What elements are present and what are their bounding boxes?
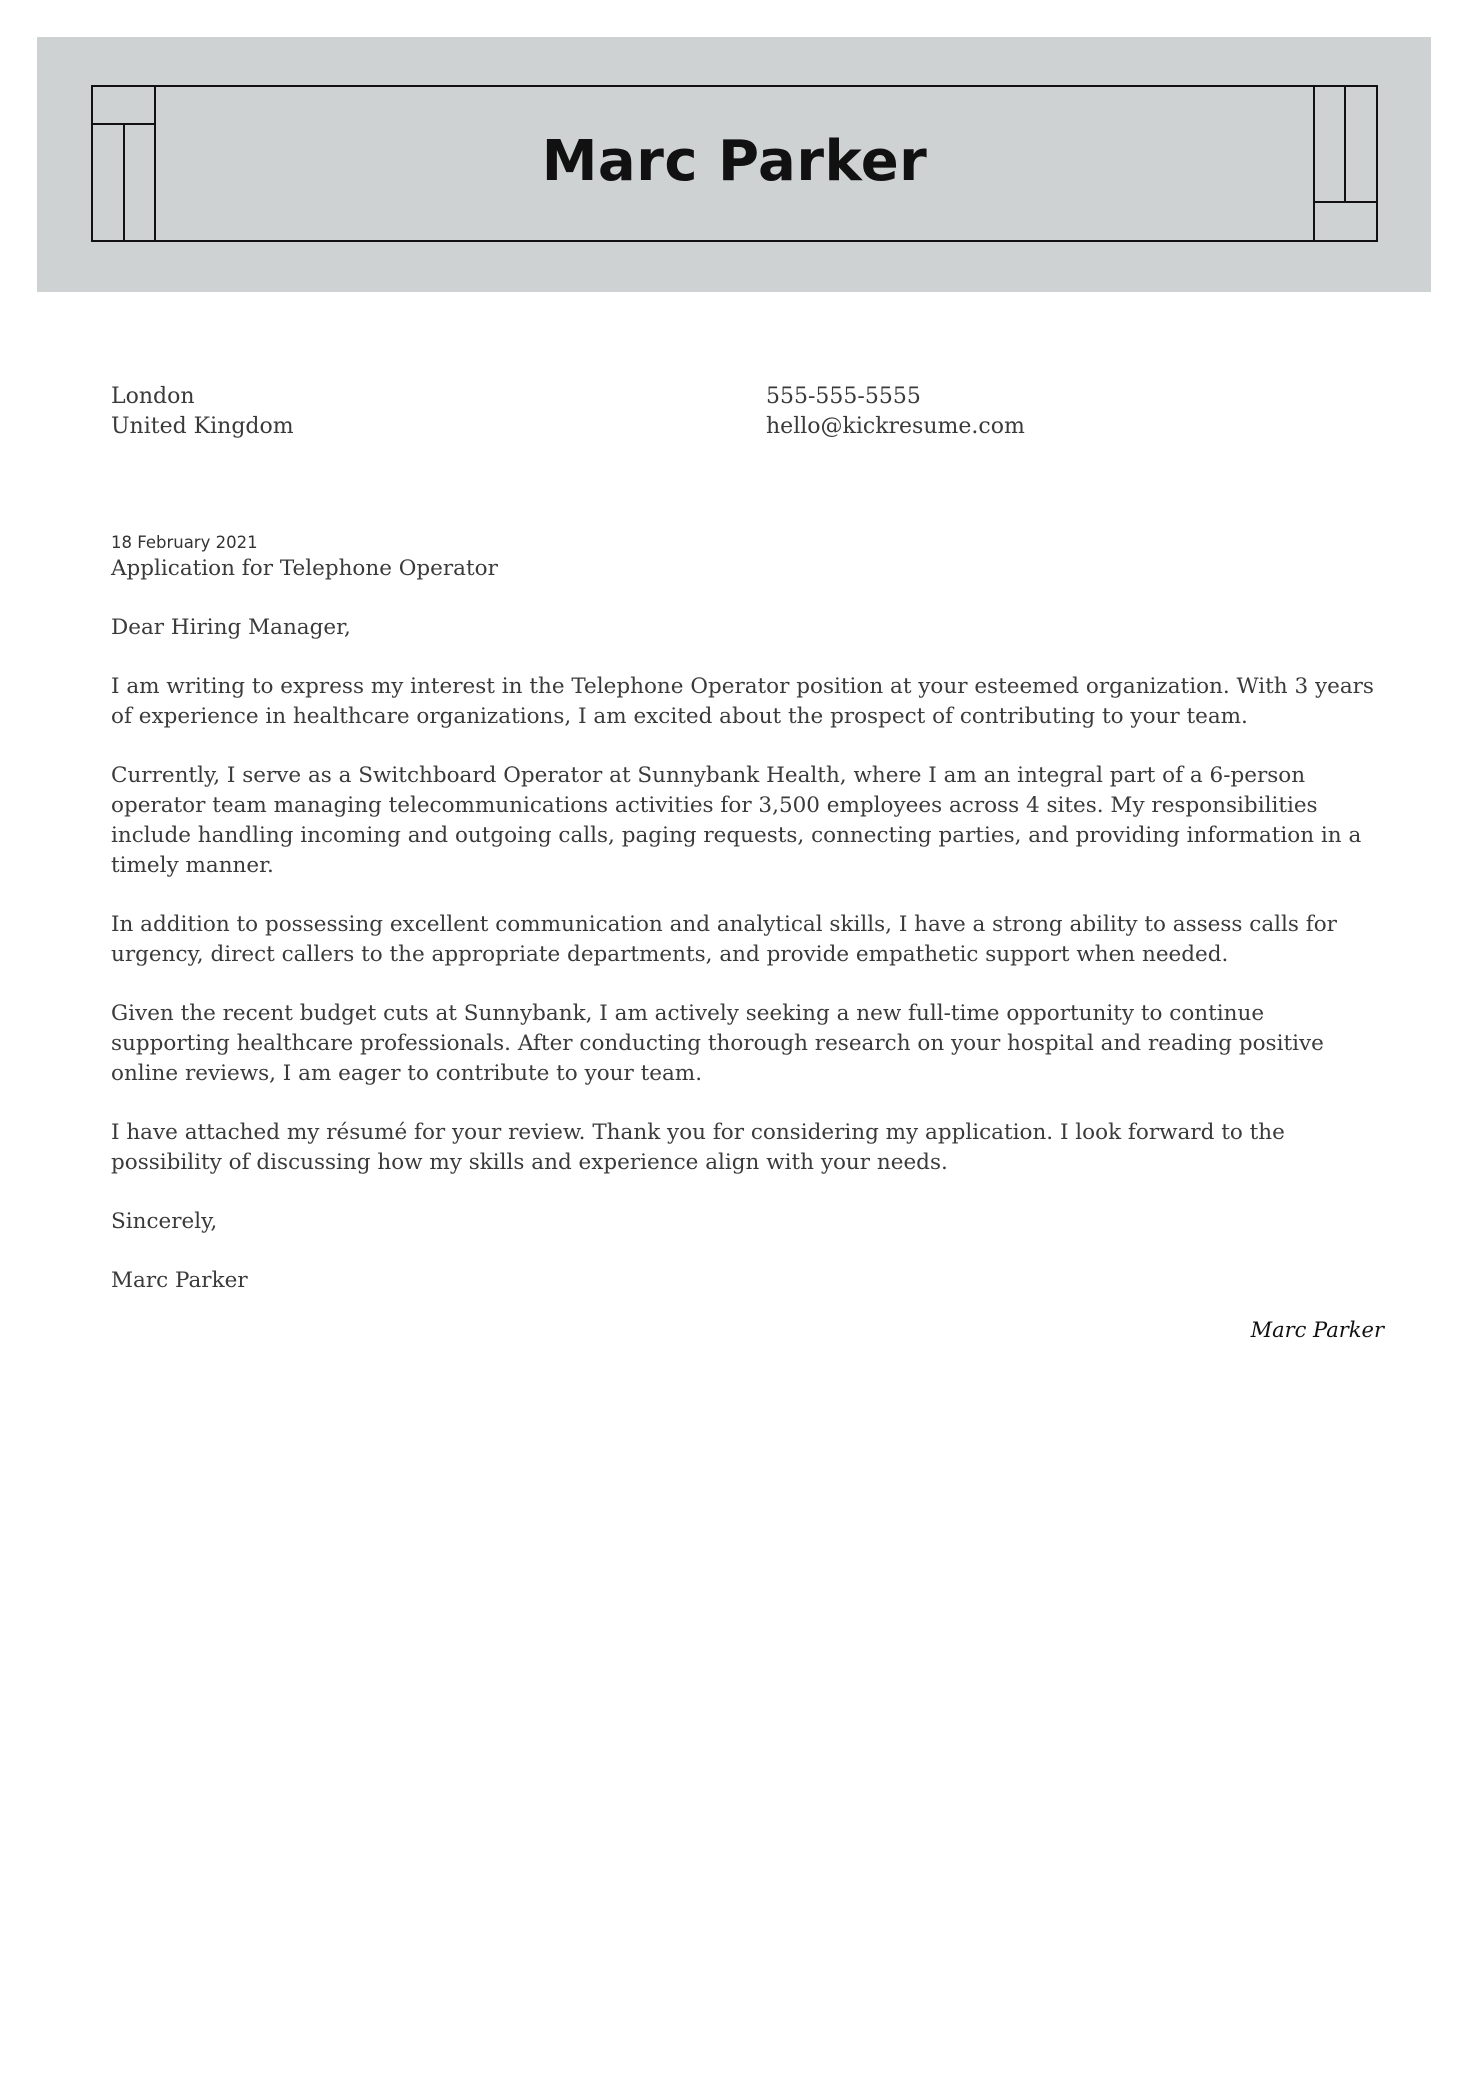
letter-paragraph: In addition to possessing excellent communication and analytical skills, I have a strong ability to assess calls for urgency, direct callers to the appropriate departments, and provide empathetic support when needed. [111,912,1337,967]
letter-subject: Application for Telephone Operator [111,556,498,581]
frame-ornament-line [93,123,155,125]
letter-date: 18 February 2021 [111,533,258,552]
contact-details [766,382,1025,442]
frame-ornament-line [1313,201,1376,203]
page-title: Marc Parker [541,129,928,194]
header-band [37,37,1431,292]
contact-address [111,382,294,442]
letter-salutation: Dear Hiring Manager, [111,615,351,640]
letter-paragraph: I have attached my résumé for your review. Thank you for considering my application. I look forward to the possibility of discussing how my skills and experience align with your needs. [111,1120,1285,1175]
letter-body [111,532,1386,1325]
letter-paragraph: I am writing to express my interest in the Telephone Operator position at your esteemed organization. With 3 years of experience in healthcare organizations, I am excited about the prospect of contributing to your team. [111,674,1374,729]
contact-city: London [111,384,195,409]
letter-closing: Sincerely, [111,1209,218,1234]
contact-phone: 555-555-5555 [766,384,921,409]
signature: Marc Parker [1250,1318,1384,1342]
contact-email: hello@kickresume.com [766,414,1025,439]
letter-paragraph: Given the recent budget cuts at Sunnybank, I am actively seeking a new full-time opportunity to continue supporting healthcare professionals. After conducting thorough research on your hospital and reading positive online reviews, I am eager to contribute to your team. [111,1001,1324,1086]
header-frame [91,85,1378,242]
contact-country: United Kingdom [111,414,294,439]
letter-paragraph: Currently, I serve as a Switchboard Operator at Sunnybank Health, where I am an integral part of a 6-person operator team managing telecommunications activities for 3,500 employees across 4 sites. My responsibilities include handling incoming and outgoing calls, paging requests, connecting parties, and providing information in a timely manner. [111,763,1362,878]
letter-sender-name: Marc Parker [111,1268,248,1293]
